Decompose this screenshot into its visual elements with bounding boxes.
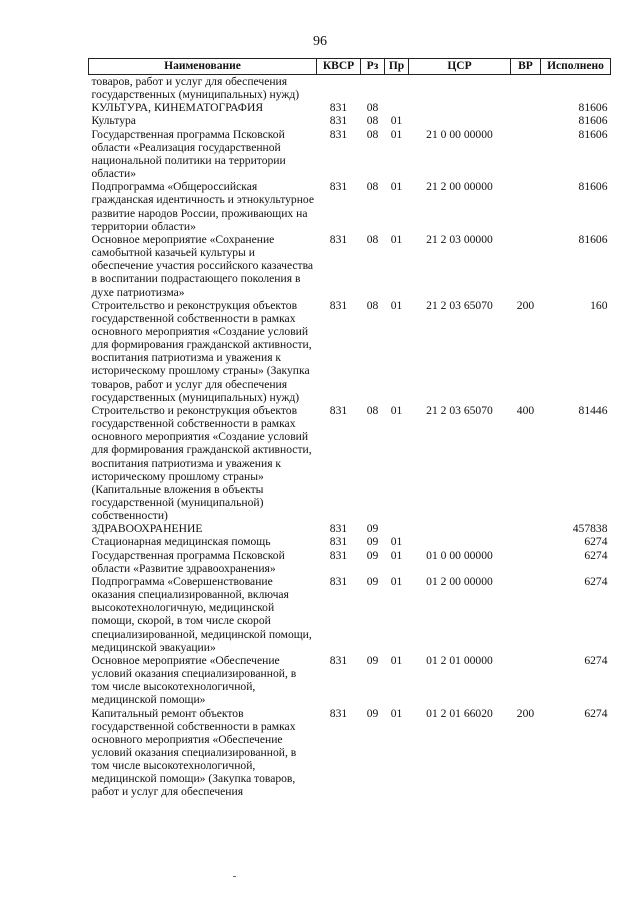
cell-pr [385,75,409,102]
cell-csr: 01 2 00 00000 [426,574,493,588]
table-row [89,299,611,404]
table-row [89,101,611,114]
cell-vr: 200 [516,298,535,312]
header-name: Наименование [89,59,317,75]
header-rz: Рз [361,59,385,75]
cell-csr: 01 0 00 00000 [426,548,493,562]
cell-rz: 08 [366,127,379,141]
cell-pr: 01 [390,403,403,417]
cell-name: Государственная программа Псковской области «Развитие здравоохранения» [91,548,285,575]
cell-pr: 01 [390,535,403,549]
cell-kvsr: 831 [329,180,348,194]
cell-pr: 01 [390,127,403,141]
cell-name: Подпрограмма «Общероссийская гражданская идентичность и этнокультурное развитие народов России, проживающих на территории области» [91,180,315,233]
table-row [89,128,611,181]
cell-ispolneno: 6274 [584,653,608,667]
cell-rz [361,75,385,102]
cell-pr [385,101,409,114]
cell-kvsr: 831 [329,127,348,141]
header-kvsr: КВСР [317,59,361,75]
cell-name: Строительство и реконструкция объектов государственной собственности в рамках основного мероприятия «Создание условий для формирования гражданской активности, воспитания патриотизма и уважения к историческому прошлому страны» (Закупка товаров, работ и услуг для обеспечения государственных (муниципальных) нужд) [91,298,312,404]
table-row [89,549,611,575]
cell-csr: 21 2 03 65070 [426,298,493,312]
cell-rz: 08 [366,232,379,246]
cell-pr: 01 [390,232,403,246]
cell-ispolneno [541,75,611,102]
cell-rz: 09 [366,548,379,562]
table-row [89,180,611,233]
cell-name: Государственная программа Псковской области «Реализация государственной национальной политики на территории области» [91,127,286,181]
cell-ispolneno: 6274 [584,548,608,562]
cell-vr [511,180,541,233]
cell-rz: 09 [366,574,379,588]
cell-vr: 200 [516,706,535,720]
cell-kvsr: 831 [329,574,348,588]
cell-csr: 21 2 03 65070 [426,403,493,417]
cell-ispolneno: 81446 [578,403,608,417]
cell-ispolneno: 81606 [578,114,608,128]
cell-rz: 08 [366,403,379,417]
cell-rz: 08 [366,101,379,115]
cell-kvsr: 831 [329,653,348,667]
cell-vr [511,128,541,181]
cell-kvsr: 831 [329,522,348,536]
cell-kvsr: 831 [329,548,348,562]
cell-ispolneno: 6274 [584,574,608,588]
cell-name: Стационарная медицинская помощь [91,535,271,549]
table-row [89,114,611,127]
cell-kvsr: 831 [329,232,348,246]
cell-rz: 08 [366,298,379,312]
cell-name: товаров, работ и услуг для обеспечения государственных (муниципальных) нужд) [91,75,300,102]
cell-pr: 01 [390,548,403,562]
budget-table-container [88,58,610,799]
cell-ispolneno: 81606 [578,232,608,246]
cell-name: ЗДРАВООХРАНЕНИЕ [91,522,203,536]
cell-pr [385,522,409,535]
cell-rz: 08 [366,180,379,194]
cell-kvsr [317,75,361,102]
cell-name: Основное мероприятие «Сохранение самобытной казачьей культуры и обеспечение участия российского казачества в воспитании подрастающего поколения в духе патриотизма» [91,232,314,299]
cell-vr [511,535,541,548]
cell-csr: 21 0 00 00000 [426,127,493,141]
cell-name: Основное мероприятие «Обеспечение условий оказания специализированной, в том числе высокотехнологичной, медицинской помощи» [91,653,297,707]
budget-table [88,58,611,799]
scan-speck [233,876,236,877]
cell-pr: 01 [390,180,403,194]
cell-vr [511,575,541,654]
table-row [89,404,611,522]
cell-kvsr: 831 [329,535,348,549]
cell-csr [409,75,511,102]
cell-rz: 09 [366,535,379,549]
cell-vr [511,522,541,535]
cell-pr: 01 [390,114,403,128]
header-ispolneno: Исполнено [541,59,611,75]
cell-ispolneno: 160 [590,298,608,312]
cell-ispolneno: 6274 [584,535,608,549]
cell-ispolneno: 81606 [578,127,608,141]
cell-csr [409,535,511,548]
table-row [89,522,611,535]
cell-name: Строительство и реконструкция объектов государственной собственности в рамках основного мероприятия «Создание условий для формирования гражданской активности, воспитания патриотизма и уважения к историческому прошлому страны» (Капитальные вложения в объекты государственной (муниципальной) собственности) [91,403,312,523]
cell-csr: 21 2 03 00000 [426,232,493,246]
cell-csr: 01 2 01 00000 [426,653,493,667]
header-vr: ВР [511,59,541,75]
table-row [89,75,611,102]
cell-csr [409,101,511,114]
header-csr: ЦСР [409,59,511,75]
cell-rz: 09 [366,522,379,536]
cell-csr [409,114,511,127]
table-row [89,575,611,654]
header-pr: Пр [385,59,409,75]
cell-csr: 01 2 01 66020 [426,706,493,720]
cell-ispolneno: 81606 [578,101,608,115]
cell-kvsr: 831 [329,298,348,312]
cell-pr: 01 [390,706,403,720]
cell-csr [409,522,511,535]
cell-name: КУЛЬТУРА, КИНЕМАТОГРАФИЯ [91,101,264,115]
table-header [89,59,611,75]
cell-vr [511,75,541,102]
table-row [89,535,611,548]
cell-rz: 09 [366,653,379,667]
cell-vr [511,233,541,299]
cell-name: Капитальный ремонт объектов государственной собственности в рамках основного мероприятия «Обеспечение условий оказания специализированной, в том числе высокотехнологичной, медицинской помощи» (Закупка товаров, работ и услуг для обеспечения [91,706,297,799]
cell-vr: 400 [516,403,535,417]
cell-pr: 01 [390,653,403,667]
cell-pr: 01 [390,298,403,312]
cell-vr [511,114,541,127]
cell-kvsr: 831 [329,101,348,115]
cell-rz: 08 [366,114,379,128]
table-row [89,707,611,799]
cell-csr: 21 2 00 00000 [426,180,493,194]
cell-ispolneno: 81606 [578,180,608,194]
cell-vr [511,654,541,707]
cell-ispolneno: 457838 [572,522,608,536]
cell-name: Культура [91,114,136,128]
table-row [89,654,611,707]
cell-rz: 09 [366,706,379,720]
table-row [89,233,611,299]
table-body [89,75,611,799]
cell-vr [511,549,541,575]
cell-vr [511,101,541,114]
cell-kvsr: 831 [329,706,348,720]
cell-pr: 01 [390,574,403,588]
cell-kvsr: 831 [329,403,348,417]
cell-ispolneno: 6274 [584,706,608,720]
page-number: 96 [313,34,327,49]
cell-name: Подпрограмма «Совершенствование оказания специализированной, включая высокотехнологичную, медицинской помощи, скорой, в том числе скорой специализированной, медицинской помощи, медицинской эвакуации» [91,574,312,654]
cell-kvsr: 831 [329,114,348,128]
